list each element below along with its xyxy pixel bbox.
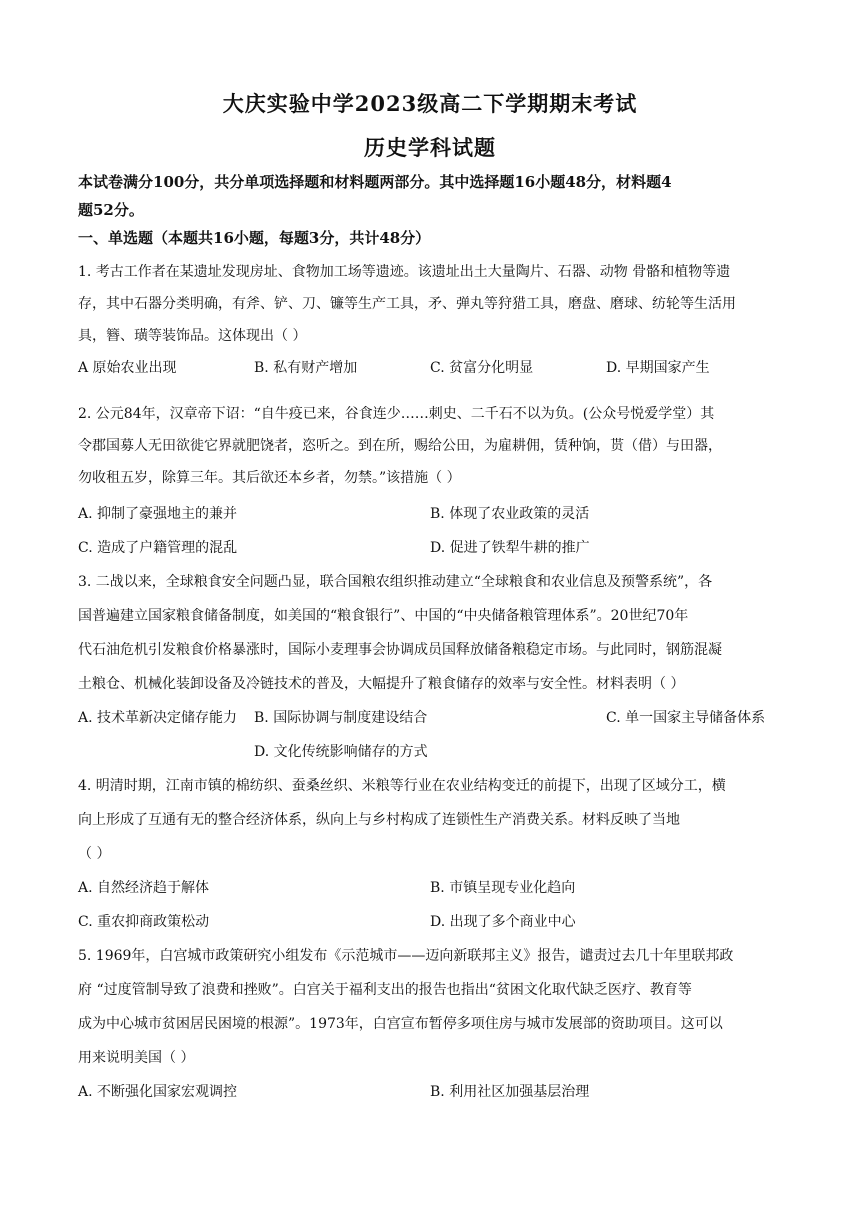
exam-subtitle: 历史学科试题 <box>364 135 496 160</box>
question-5-line-3: 成为中心城市贫困居民困境的根源”。1973年，白宫宣布暂停多项住房与城市发展部的资助项目。这可以 <box>78 1016 723 1032</box>
question-4-option-a[interactable]: A. 自然经济趋于解体 <box>78 880 210 896</box>
question-2-option-d[interactable]: D. 促进了铁犁牛耕的推广 <box>430 540 590 556</box>
question-3-line-1: 3. 二战以来，全球粮食安全问题凸显，联合国粮农组织推动建立“全球粮食和农业信息及预警系统”，各 <box>78 574 713 590</box>
question-3-option-c[interactable]: C. 单一国家主导储备体系 <box>606 710 766 726</box>
question-2-line-1: 2. 公元84年，汉章帝下诏：“自牛疫已来，谷食连少……刺史、二千石不以为负。(公众号悦爱学堂）其 <box>78 406 715 422</box>
question-2-option-a[interactable]: A. 抑制了豪强地主的兼并 <box>78 506 238 522</box>
question-4-option-d[interactable]: D. 出现了多个商业中心 <box>430 914 576 930</box>
question-4-line-1: 4. 明清时期，江南市镇的棉纺织、蚕桑丝织、米粮等行业在农业结构变迁的前提下，出现了区域分工，横 <box>78 778 726 794</box>
question-4-option-c[interactable]: C. 重农抑商政策松动 <box>78 914 210 930</box>
question-2-line-3: 勿收租五岁，除算三年。其后欲还本乡者，勿禁。”该措施（ ） <box>78 470 461 486</box>
intro-line-1: 本试卷满分100分，共分单项选择题和材料题两部分。其中选择题16小题48分，材料题4 <box>78 173 672 191</box>
question-1-line-3: 具，簪、璜等装饰品。这体现出（ ） <box>78 328 307 344</box>
question-2-option-b[interactable]: B. 体现了农业政策的灵活 <box>430 506 590 522</box>
question-1-option-b[interactable]: B. 私有财产增加 <box>254 360 358 376</box>
question-4-option-b[interactable]: B. 市镇呈现专业化趋向 <box>430 880 576 896</box>
question-4-line-3: （ ） <box>78 846 111 862</box>
question-5-option-b[interactable]: B. 利用社区加强基层治理 <box>430 1084 590 1100</box>
section-heading: 一、单选题（本题共16小题，每题3分，共计48分） <box>78 229 431 247</box>
question-3-line-3: 代石油危机引发粮食价格暴涨时，国际小麦理事会协调成员国释放储备粮稳定市场。与此同时，钢筋混凝 <box>78 642 722 658</box>
question-3-line-2: 国普遍建立国家粮食储备制度，如美国的“粮食银行”、中国的“中央储备粮管理体系”。20世纪70年 <box>78 608 689 624</box>
question-2-line-2: 令郡国募人无田欲徙它界就肥饶者，恣听之。到在所，赐给公田，为雇耕佣，赁种饷，贳（借）与田器， <box>78 438 722 454</box>
question-3-option-b[interactable]: B. 国际协调与制度建设结合 <box>254 710 428 726</box>
question-4-line-2: 向上形成了互通有无的整合经济体系，纵向上与乡村构成了连锁性生产消费关系。材料反映了当地 <box>78 812 680 828</box>
question-1-option-a[interactable]: A 原始农业出现 <box>78 360 177 376</box>
question-1-option-c[interactable]: C. 贫富分化明显 <box>430 360 534 376</box>
question-5-option-a[interactable]: A. 不断强化国家宏观调控 <box>78 1084 238 1100</box>
question-3-line-4: 土粮仓、机械化装卸设备及冷链技术的普及，大幅提升了粮食储存的效率与安全性。材料表明（ ） <box>78 676 685 692</box>
intro-line-2: 题52分。 <box>78 201 144 219</box>
question-1-line-2: 存，其中石器分类明确，有斧、铲、刀、镰等生产工具，矛、弹丸等狩猎工具，磨盘、磨球、纺轮等生活用 <box>78 296 736 312</box>
question-3-option-a[interactable]: A. 技术革新决定储存能力 <box>78 710 238 726</box>
question-5-line-4: 用来说明美国（ ） <box>78 1050 195 1066</box>
question-5-line-2: 府 “过度管制导致了浪费和挫败”。白宫关于福利支出的报告也指出“贫困文化取代缺乏医疗、教育等 <box>78 982 692 998</box>
question-1-line-1: 1. 考古工作者在某遗址发现房址、食物加工场等遗迹。该遗址出土大量陶片、石器、动物 骨骼和植物等遗 <box>78 264 731 280</box>
question-5-line-1: 5. 1969年，白宫城市政策研究小组发布《示范城市——迈向新联邦主义》报告，谴责过去几十年里联邦政 <box>78 948 734 964</box>
question-2-option-c[interactable]: C. 造成了户籍管理的混乱 <box>78 540 238 556</box>
exam-title: 大庆实验中学2023级高二下学期期末考试 <box>222 91 638 116</box>
question-1-option-d[interactable]: D. 早期国家产生 <box>606 360 710 376</box>
question-3-option-d[interactable]: D. 文化传统影响储存的方式 <box>254 744 428 760</box>
